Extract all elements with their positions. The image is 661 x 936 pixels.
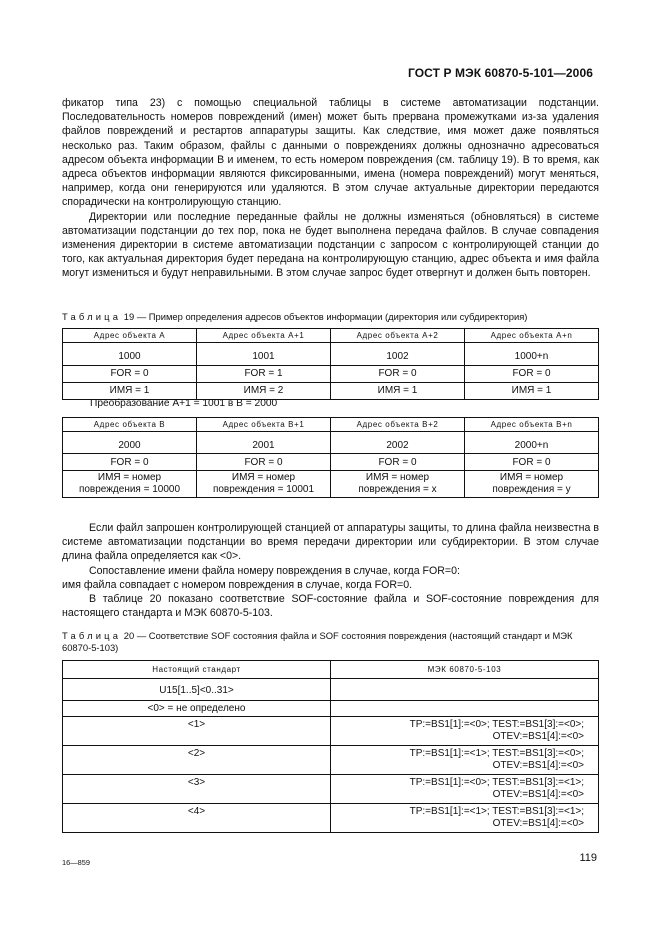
table-cell: FOR = 0 [465, 365, 599, 382]
table-cell: <3> [63, 775, 331, 804]
table-cell: FOR = 0 [331, 454, 465, 471]
table-cell: FOR = 1 [197, 365, 331, 382]
table-cell: 2000+n [465, 437, 599, 454]
table-cell: 1000+n [465, 349, 599, 366]
table19-caption [62, 311, 527, 323]
table-cell: U15[1..5]<0..31> [63, 682, 331, 701]
table20 [62, 660, 599, 833]
table-cell: TP:=BS1[1]:=<1>; TEST:=BS1[3]:=<0>; OTEV:=BS1[4]:=<0> [331, 746, 599, 775]
table-cell: <1> [63, 717, 331, 746]
table-cell: 2001 [197, 437, 331, 454]
table-cell: ИМЯ = 1 [331, 382, 465, 399]
table19-a [62, 328, 599, 400]
paragraph: имя файла совпадает с номером повреждения в случае, когда FOR=0. [62, 578, 413, 591]
table-cell: FOR = 0 [331, 365, 465, 382]
column-header: Адрес объекта В+2 [331, 418, 465, 432]
paragraph: фикатор типа 23) с помощью специальной таблицы в системе автоматизации подстанции. Последовательность номеров повреждений (имен) может быть прервана промежутками из-за удаления файлов повреждений и рестартов аппаратуры защиты. Как следствие, имя может даже появляться несколько раз. Таким образом, файлы с данными о повреждениях должны однозначно адресоваться адресом объекта информации В и именем, то есть номером повреждения (см. таблицу 19). В то время, как адреса объектов информации являются фиксированными, имена (номера повреждений) могут меняться, например, когда они генерируются или удаляются. В этом случае актуальные директории передаются спорадически на контролирующую станцию. [62, 97, 599, 209]
table-cell: TP:=BS1[1]:=<0>; TEST:=BS1[3]:=<1>; OTEV:=BS1[4]:=<0> [331, 775, 599, 804]
caption-label: Таблица [62, 630, 122, 641]
table-cell: FOR = 0 [63, 365, 197, 382]
table-cell: 2002 [331, 437, 465, 454]
table-cell: TP:=BS1[1]:=<0>; TEST:=BS1[3]:=<0>; OTEV:=BS1[4]:=<0> [331, 717, 599, 746]
paragraph: Если файл запрошен контролирующей станцией от аппаратуры защиты, то длина файла неизвестна в системе автоматизации подстанции во время передачи директории или субдиректории. В этом случае длина файла определяется как <0>. [62, 522, 599, 563]
table-cell: 1000 [63, 349, 197, 366]
table-cell: ИМЯ = номер повреждения = x [331, 471, 465, 498]
table-cell: ИМЯ = номер повреждения = 10001 [197, 471, 331, 498]
column-header: Настоящий стандарт [63, 661, 331, 679]
page-number: 119 [579, 852, 597, 864]
column-header: Адрес объекта В+1 [197, 418, 331, 432]
paragraph: Директории или последние переданные файлы не должны изменяться (обновляться) в системе автоматизации подстанции до тех пор, пока не будет выполнена передача файлов. В случае совпадения изменения директории в системе автоматизации подстанции с запросом с контролирующей станции до того, как актуальная директория будет передана на контролирующую станцию, адрес объекта и имя файла могут измениться и будут неправильными. В этом случае запрос будет отвергнут и должен быть повторен. [62, 210, 599, 280]
table-cell [331, 682, 599, 701]
table-cell: <4> [63, 804, 331, 833]
paragraph: Сопоставление имени файла номеру повреждения в случае, когда FOR=0: [89, 564, 460, 577]
table-cell: ИМЯ = номер повреждения = y [465, 471, 599, 498]
conversion-note: Преобразование А+1 = 1001 в В = 2000 [90, 398, 278, 409]
table-cell: FOR = 0 [63, 454, 197, 471]
column-header: Адрес объекта А+1 [197, 329, 331, 343]
table-cell: 2000 [63, 437, 197, 454]
table-cell: ИМЯ = номер повреждения = 10000 [63, 471, 197, 498]
table-cell [331, 701, 599, 717]
table20-caption [62, 630, 599, 654]
caption-text: 20 — Соответствие SOF состояния файла и SOF состояния повреждения (настоящий стандарт и МЭК 60870-5-103) [62, 630, 573, 653]
table-cell: <2> [63, 746, 331, 775]
table-cell: FOR = 0 [197, 454, 331, 471]
column-header: Адрес объекта А [63, 329, 197, 343]
middle-text [62, 521, 599, 620]
print-code: 16—859 [62, 858, 90, 867]
table-cell: 1001 [197, 349, 331, 366]
table-cell: ИМЯ = 2 [197, 382, 331, 399]
table19-b [62, 417, 599, 498]
intro-text [62, 96, 599, 281]
table-cell: <0> = не определено [63, 701, 331, 717]
page-header: ГОСТ Р МЭК 60870-5-101—2006 [408, 66, 593, 80]
table-cell: TP:=BS1[1]:=<1>; TEST:=BS1[3]:=<1>; OTEV:=BS1[4]:=<0> [331, 804, 599, 833]
table-cell: FOR = 0 [465, 454, 599, 471]
paragraph: В таблице 20 показано соответствие SOF-состояние файла и SOF-состояние повреждения для настоящего стандарта и МЭК 60870-5-103. [62, 593, 599, 620]
column-header: Адрес объекта В+n [465, 418, 599, 432]
caption-text: 19 — Пример определения адресов объектов информации (директория или субдиректория) [123, 311, 528, 322]
table-cell: 1002 [331, 349, 465, 366]
table-cell: ИМЯ = 1 [63, 382, 197, 399]
caption-label: Таблица [62, 311, 122, 322]
column-header: МЭК 60870-5-103 [331, 661, 599, 679]
column-header: Адрес объекта А+n [465, 329, 599, 343]
column-header: Адрес объекта А+2 [331, 329, 465, 343]
table-cell: ИМЯ = 1 [465, 382, 599, 399]
column-header: Адрес объекта В [63, 418, 197, 432]
